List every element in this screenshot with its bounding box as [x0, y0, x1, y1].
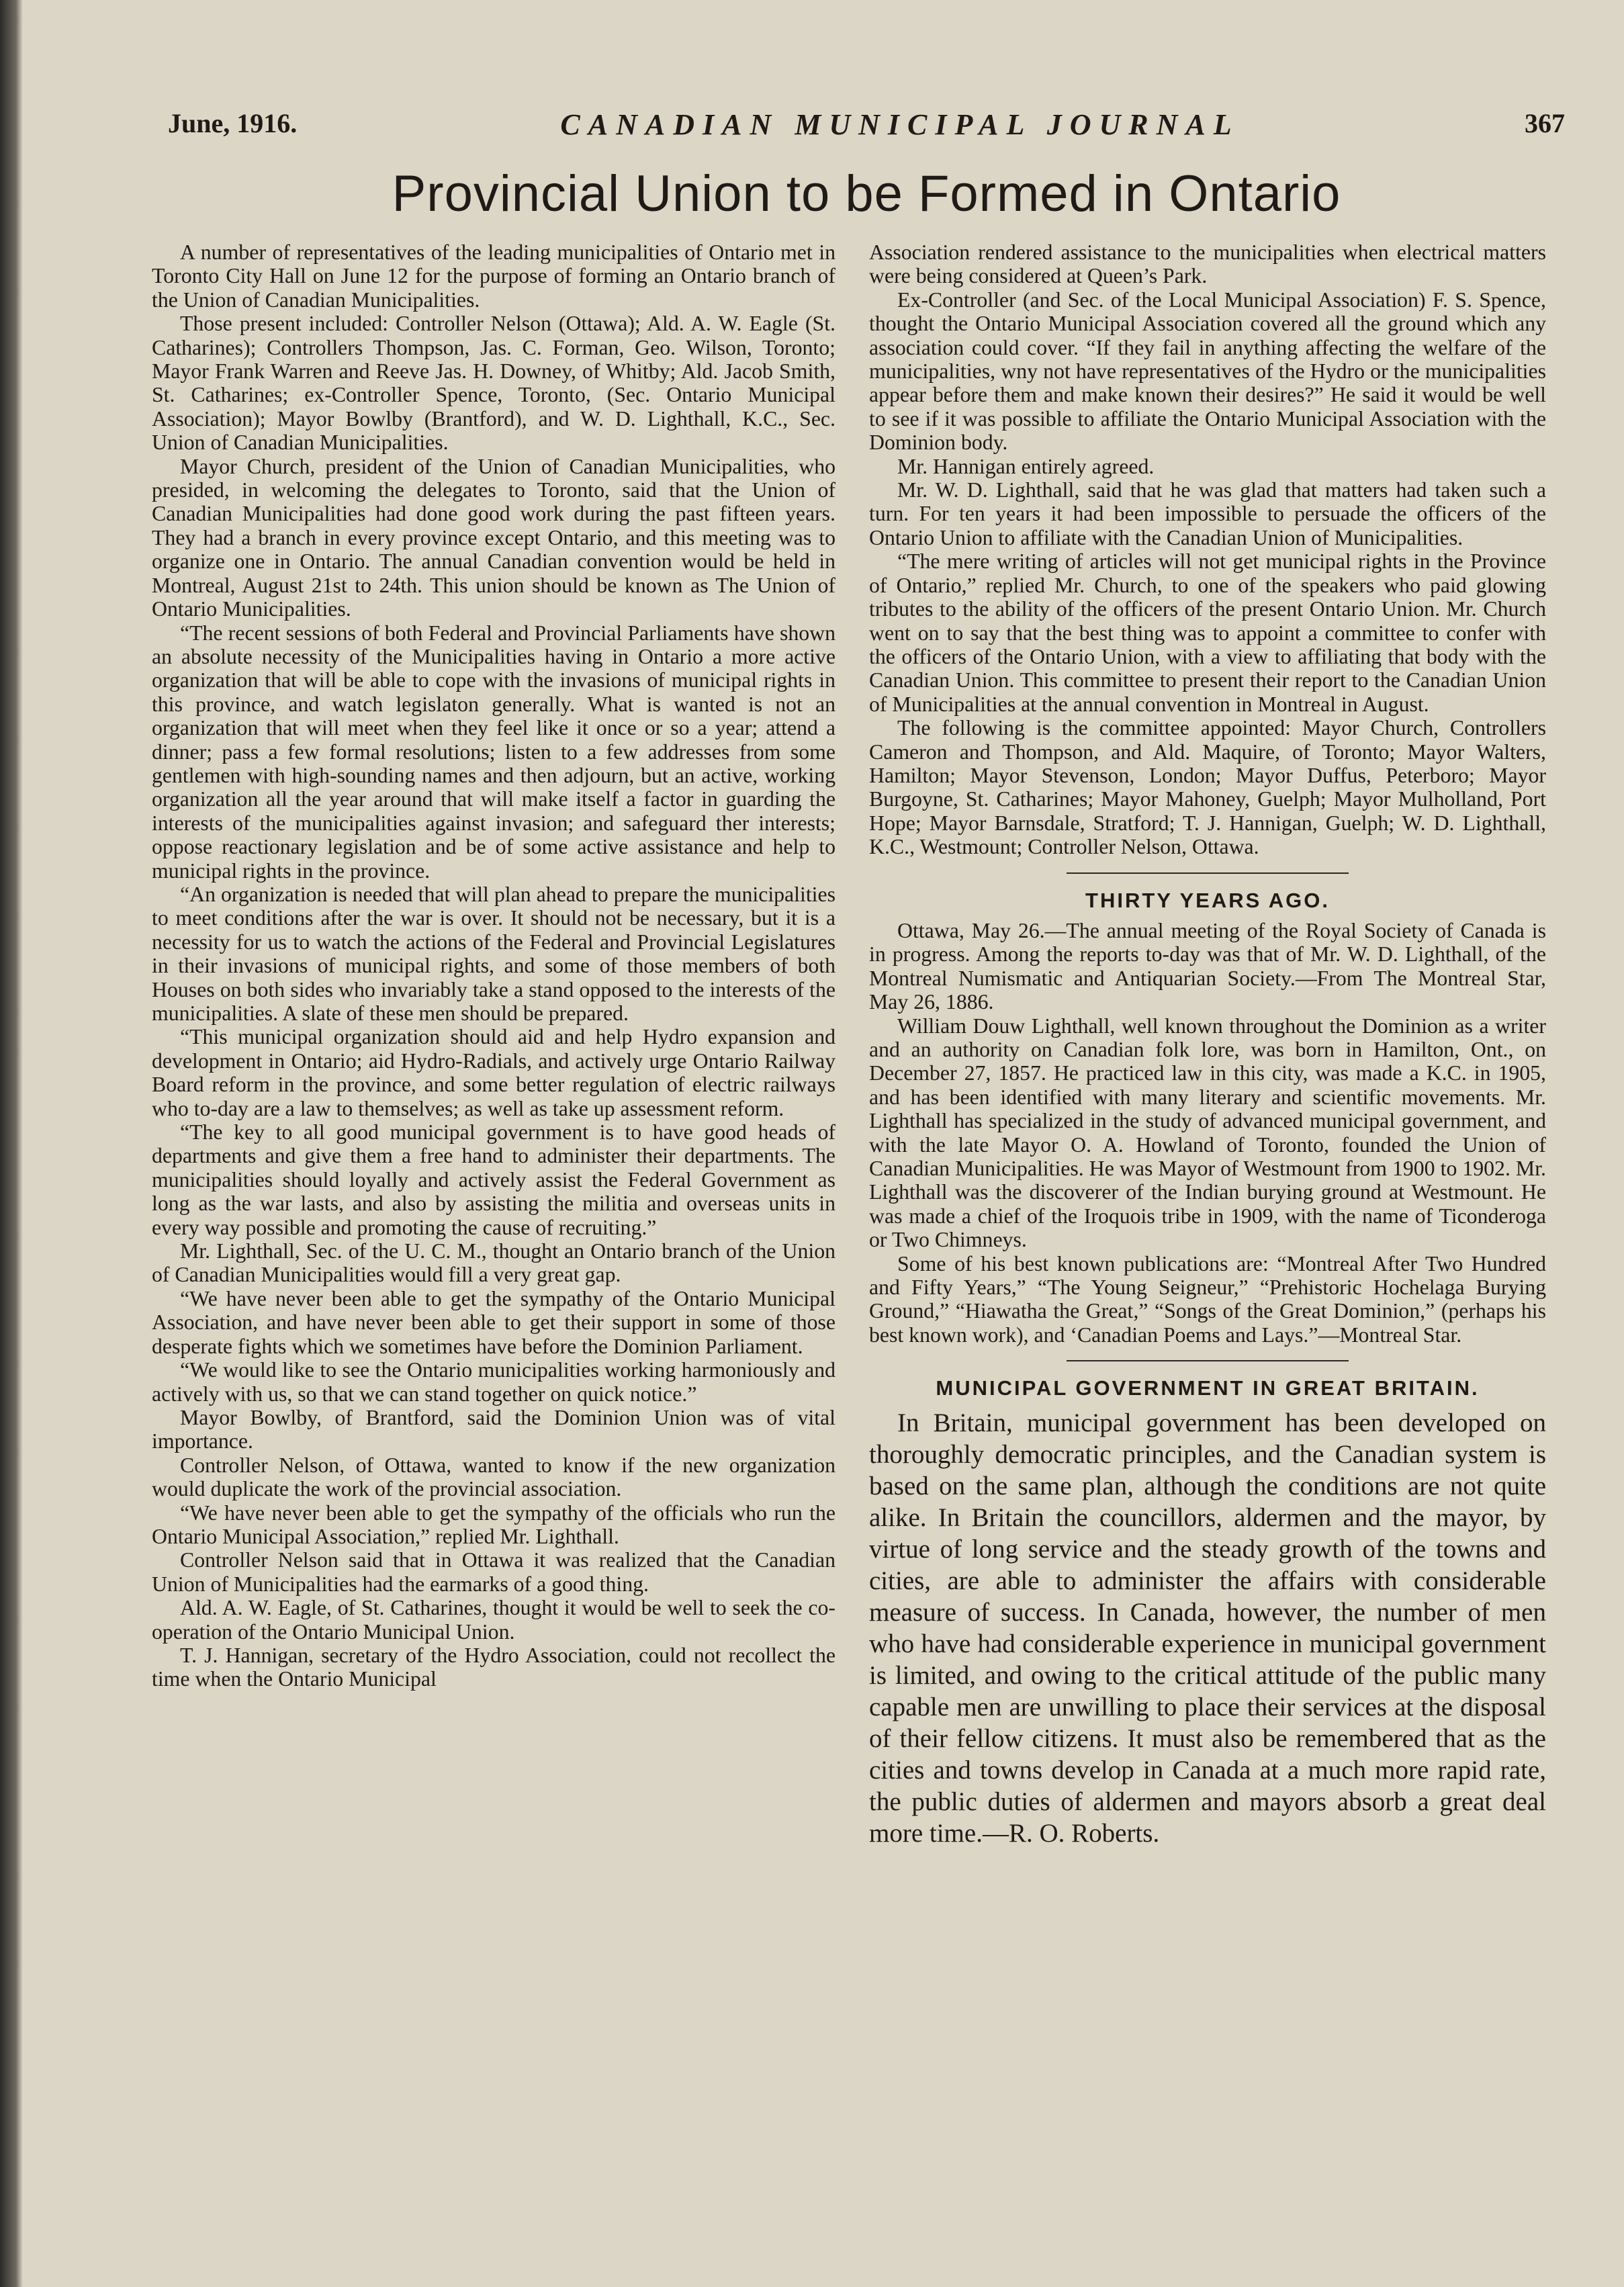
- paragraph: Mr. Hannigan entirely agreed.: [897, 454, 1155, 478]
- paragraph: Ald. A. W. Eagle, of St. Catharines, thought it would be well to seek the co-operation of the Ontario Municipal Union.: [152, 1596, 836, 1644]
- paragraph: “The key to all good municipal government is to have good heads of departments and give them a free hand to administer their departments. The municipalities should loyally and actively assist the Federal Government as long as the war lasts, and also by assisting the militia and overseas units in every way possible and promoting the cause of recruiting.”: [152, 1120, 836, 1239]
- running-header: [168, 107, 1565, 154]
- paragraph: “We have never been able to get the sympathy of the officials who run the Ontario Municipal Association,” replied Mr. Lighthall.: [152, 1500, 836, 1548]
- paragraph: “We would like to see the Ontario municipalities working harmoniously and actively with us, so that we can stand together on quick notice.”: [152, 1358, 836, 1406]
- paragraph: Some of his best known publications are: “Montreal After Two Hundred and Fifty Years,” “The Young Seigneur,” “Prehistoric Hochelaga Burying Ground,” “Hiawatha the Great,” “Songs of the Great Dominion,” (perhaps his best known work), and ‘Canadian Poems and Lays.”—Montreal Star.: [869, 1251, 1546, 1347]
- left-column: [152, 240, 836, 1691]
- britain-article: [869, 1407, 1546, 1849]
- issue-date: June, 1916.: [168, 108, 298, 138]
- page-binding-shadow: [0, 0, 23, 2287]
- paragraph: “We have never been able to get the sympathy of the Ontario Municipal Association, and have never been able to get their support in some of those desperate fights which we sometimes have before the Dominion Parliament.: [152, 1286, 836, 1358]
- paragraph: Mayor Church, president of the Union of Canadian Municipalities, who presided, in welcoming the delegates to Toronto, said that the Union of Canadian Municipalities had done good work during the past fifteen years. They had a branch in every province except Ontario, and this meeting was to organize one in Ontario. The annual Canadian convention would be held in Montreal, August 21st to 24th. This union should be known as The Union of Ontario Municipalities.: [152, 454, 836, 621]
- paragraph: Ottawa, May 26.—The annual meeting of the Royal Society of Canada is in progress. Among the reports to-day was that of Mr. W. D. Lighthall, of the Montreal Numismatic and Antiquarian Society.—From The Montreal Star, May 26, 1886.: [869, 918, 1546, 1014]
- paragraph: Ex-Controller (and Sec. of the Local Municipal Association) F. S. Spence, thought the Ontario Municipal Association covered all the ground which any association could cover. “If they fail in anything affecting the welfare of the municipalities, wny not have representatives of the Hydro or the municipalities appear before them and make known their desires?” He said it would be well to see if it was possible to affiliate the Ontario Municipal Association with the Dominion body.: [869, 287, 1546, 455]
- paragraph: William Douw Lighthall, well known throughout the Dominion as a writer and an authority on Canadian folk lore, was born in Hamilton, Ont., on December 27, 1857. He practiced law in this city, was made a K.C. in 1905, and has been identified with many literary and scientific movements. Mr. Lighthall has specialized in the study of advanced municipal government, and with the late Mayor O. A. Howland of Toronto, founded the Union of Canadian Municipalities. He was Mayor of Westmount from 1900 to 1902. Mr. Lighthall was the discoverer of the Indian burying ground at Westmount. He was made a chief of the Iroquois tribe in 1909, with the name of Ticonderoga or Two Chimneys.: [869, 1014, 1546, 1252]
- paragraph: T. J. Hannigan, secretary of the Hydro Association, could not recollect the time when the Ontario Municipal: [152, 1643, 836, 1691]
- thirty-years-heading: THIRTY YEARS AGO.: [1085, 888, 1330, 912]
- paragraph: In Britain, municipal government has been developed on thoroughly democratic principles, and the Canadian system is based on the same plan, although the conditions are not quite alike. In Britain the councillors, aldermen and the mayor, by virtue of long service and the steady growth of the towns and cities, are able to administer the affairs with considerable measure of success. In Canada, however, the number of men who have had considerable experience in municipal government is limited, and owing to the critical attitude of the public many capable men are unwilling to place their services at the disposal of their fellow citizens. It must also be remembered that as the cities and towns develop in Canada at a much more rapid rate, the public duties of aldermen and mayors absorb a great deal more time.—R. O. Roberts.: [869, 1408, 1546, 1848]
- paragraph: Association rendered assistance to the municipalities when electrical matters were being considered at Queen’s Park.: [869, 240, 1546, 288]
- paragraph: Mr. Lighthall, Sec. of the U. C. M., thought an Ontario branch of the Union of Canadian Municipalities would fill a very great gap.: [152, 1239, 836, 1287]
- article-title: Provincial Union to be Formed in Ontario: [392, 165, 1341, 222]
- section-divider: [1067, 872, 1349, 874]
- paragraph: Those present included: Controller Nelson (Ottawa); Ald. A. W. Eagle (St. Catharines); Controllers Thompson, Jas. C. Forman, Geo. Wilson, Toronto; Mayor Frank Warren and Reeve Jas. H. Downey, of Whitby; Ald. Jacob Smith, St. Catharines; ex-Controller Spence, Toronto, (Sec. Ontario Municipal Association); Mayor Bowlby (Brantford), and W. D. Lighthall, K.C., Sec. Union of Canadian Municipalities.: [152, 312, 836, 455]
- paragraph: “An organization is needed that will plan ahead to prepare the municipalities to meet conditions after the war is over. It should not be necessary, but it is a necessity for us to watch the actions of the Federal and Provincial Legislatures in their invasions of municipal rights, and some of those members of both Houses on both sides who invariably take a stand opposed to the interests of the municipalities. A slate of these men should be prepared.: [152, 882, 836, 1025]
- paragraph: “This municipal organization should aid and help Hydro expansion and development in Ontario; aid Hydro-Radials, and actively urge Ontario Railway Board reform in the province, and some better regulation of electric railways who to-day are a law to themselves; as well as take up assessment reform.: [152, 1025, 836, 1120]
- journal-name: CANADIAN MUNICIPAL JOURNAL: [560, 108, 1240, 141]
- paragraph: Controller Nelson, of Ottawa, wanted to know if the new organization would duplicate the work of the provincial association.: [152, 1453, 836, 1501]
- paragraph: The following is the committee appointed: Mayor Church, Controllers Cameron and Thompson, and Ald. Maquire, of Toronto; Mayor Walters, Hamilton; Mayor Stevenson, London; Mayor Duffus, Peterboro; Mayor Burgoyne, St. Catharines; Mayor Mahoney, Guelph; Mayor Mulholland, Port Hope; Mayor Barnsdale, Stratford; T. J. Hannigan, Guelph; W. D. Lighthall, K.C., Westmount; Controller Nelson, Ottawa.: [869, 716, 1546, 859]
- paragraph: “The mere writing of articles will not get municipal rights in the Province of Ontario,” replied Mr. Church, to one of the speakers who paid glowing tributes to the ability of the officers of the present Ontario Union. Mr. Church went on to say that the best thing was to appoint a committee to confer with the officers of the Ontario Union, with a view to affiliating that body with the Canadian Union. This committee to present their report to the Canadian Union of Municipalities at the annual convention in Montreal in August.: [869, 549, 1546, 716]
- paragraph: A number of representatives of the leading municipalities of Ontario met in Toronto City Hall on June 12 for the purpose of forming an Ontario branch of the Union of Canadian Municipalities.: [152, 240, 836, 312]
- britain-heading: MUNICIPAL GOVERNMENT IN GREAT BRITAIN.: [936, 1376, 1480, 1400]
- paragraph: “The recent sessions of both Federal and Provincial Parliaments have shown an absolute necessity of the Municipalities having in Ontario a more active organization that will be able to cope with the invasions of municipal rights in this province, and watch legislaton generally. What is wanted is not an organization that will meet when they feel like it once or so a year; attend a dinner; pass a few formal resolutions; listen to a few addresses from some gentlemen with high-sounding names and then adjourn, but an active, working organization all the year around that will make itself a factor in guarding the interests of the municipalities against invasion; and safeguard ther interests; oppose reactionary legislation and be of some active assistance and help to municipal rights in the province.: [152, 621, 836, 883]
- right-column: [869, 240, 1546, 1849]
- page-number: 367: [1525, 108, 1565, 138]
- paragraph: Mr. W. D. Lighthall, said that he was glad that matters had taken such a turn. For ten years it had been impossible to persuade the officers of the Ontario Union to affiliate with the Canadian Union of Municipalities.: [869, 478, 1546, 549]
- paragraph: Controller Nelson said that in Ottawa it was realized that the Canadian Union of Municipalities had the earmarks of a good thing.: [152, 1548, 836, 1596]
- paragraph: Mayor Bowlby, of Brantford, said the Dominion Union was of vital importance.: [152, 1405, 836, 1453]
- section-divider: [1067, 1360, 1349, 1361]
